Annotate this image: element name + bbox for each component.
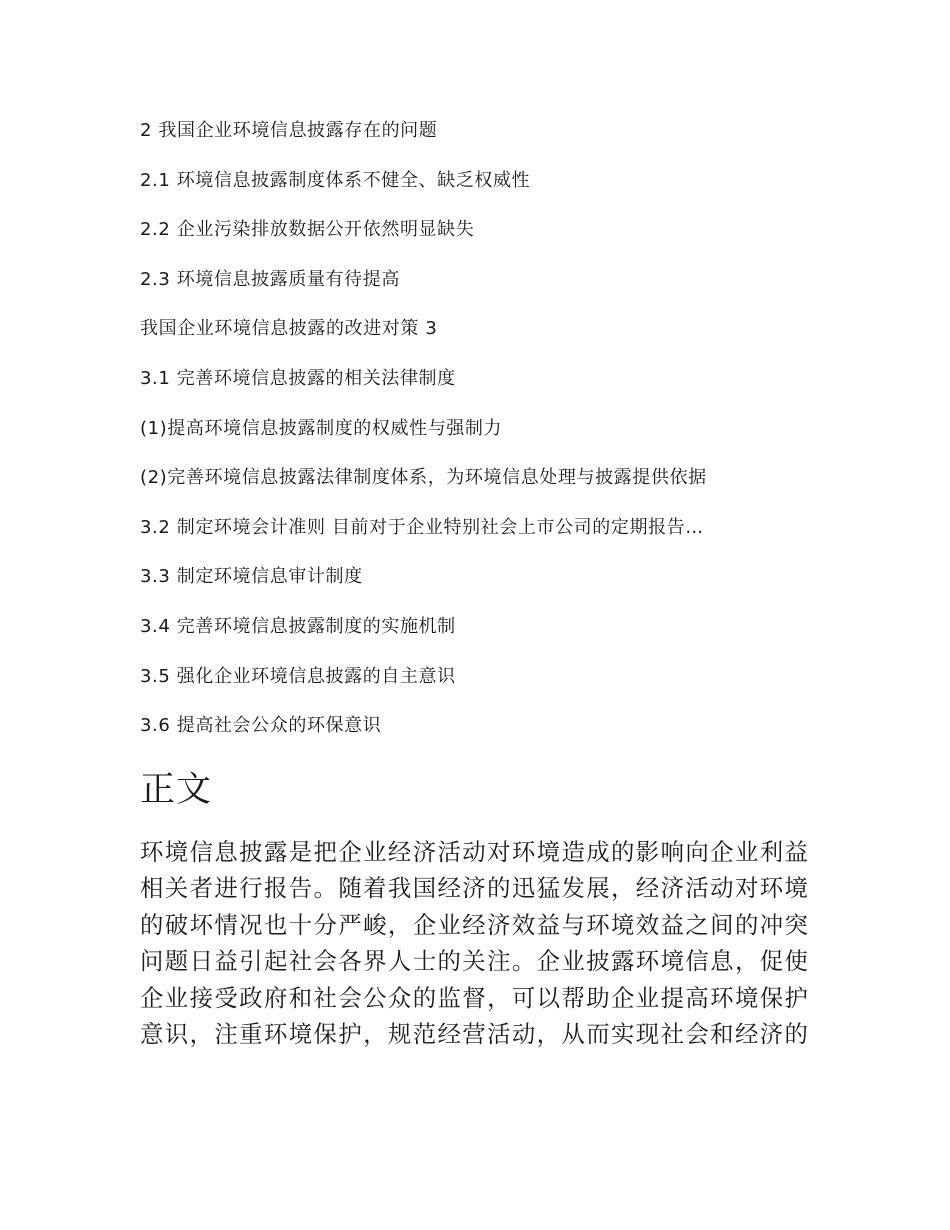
toc-item-2-1: 2.1 环境信息披露制度体系不健全、缺乏权威性 <box>140 169 531 191</box>
toc-item-3: 我国企业环境信息披露的改进对策 3 <box>140 318 438 340</box>
toc-item-3-1: 3.1 完善环境信息披露的相关法律制度 <box>140 367 456 389</box>
body-paragraph <box>140 834 810 1052</box>
body-line: 企业接受政府和社会公众的监督，可以帮助企业提高环境保护 <box>140 983 810 1012</box>
body-line: 环境信息披露是把企业经济活动对环境造成的影响向企业利益 <box>140 838 810 866</box>
toc-item-2-3: 2.3 环境信息披露质量有待提高 <box>140 268 400 290</box>
body-line: 的破坏情况也十分严峻，企业经济效益与环境效益之间的冲突 <box>140 910 810 939</box>
body-line: 问题日益引起社会各界人士的关注。企业披露环境信息，促使 <box>140 947 810 976</box>
toc-item-3-4: 3.4 完善环境信息披露制度的实施机制 <box>140 615 456 637</box>
toc-item-3-2: 3.2 制定环境会计准则 目前对于企业特别社会上市公司的定期报告… <box>140 516 704 538</box>
table-of-contents <box>140 118 840 763</box>
toc-item-2-2: 2.2 企业污染排放数据公开依然明显缺失 <box>140 219 475 241</box>
section-heading: 正文 <box>140 770 213 810</box>
body-line: 相关者进行报告。随着我国经济的迅猛发展，经济活动对环境 <box>140 874 810 903</box>
toc-item-3-6: 3.6 提高社会公众的环保意识 <box>140 715 382 737</box>
toc-item-3-5: 3.5 强化企业环境信息披露的自主意识 <box>140 665 456 687</box>
body-line: 意识，注重环境保护，规范经营活动，从而实现社会和经济的 <box>140 1020 810 1049</box>
toc-item-2: 2 我国企业环境信息披露存在的问题 <box>140 120 438 141</box>
toc-item-3-3: 3.3 制定环境信息审计制度 <box>140 566 363 588</box>
toc-item-3-1-1: (1)提高环境信息披露制度的权威性与强制力 <box>140 417 503 439</box>
toc-item-3-1-2: (2)完善环境信息披露法律制度体系，为环境信息处理与披露提供依据 <box>140 467 707 489</box>
